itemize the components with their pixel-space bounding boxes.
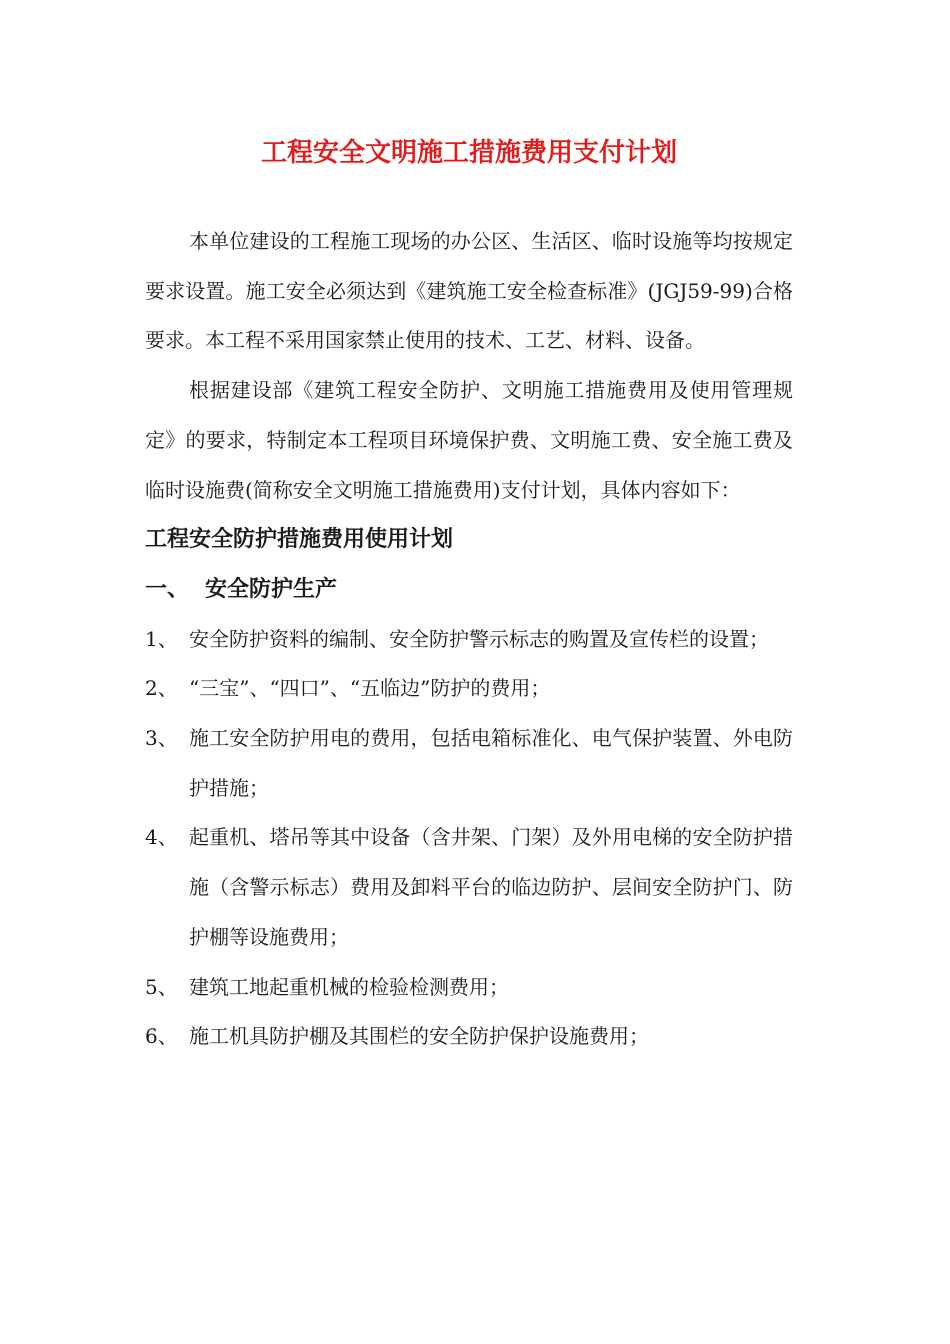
list-item-number: 6、	[145, 1024, 178, 1049]
list-item	[145, 963, 793, 1013]
list-item-number: 3、	[145, 726, 178, 751]
intro-paragraph-1: 本单位建设的工程施工现场的办公区、生活区、临时设施等均按规定要求设置。施工安全必须达到《建筑施工安全检查标准》(JGJ59-99)合格要求。本工程不采用国家禁止使用的技术、工艺、材料、设备。	[145, 229, 793, 353]
subsection-heading	[145, 565, 793, 615]
list-item-number: 5、	[145, 974, 178, 999]
list-item	[145, 1012, 793, 1062]
subsection-title: 安全防护生产	[205, 576, 338, 602]
list-item-number: 4、	[145, 825, 178, 850]
list-item-text: 安全防护资料的编制、安全防护警示标志的购置及宣传栏的设置；	[189, 626, 769, 651]
list-item-text: 起重机、塔吊等其中设备（含井架、门架）及外用电梯的安全防护措施（含警示标志）费用及卸料平台的临边防护、层间安全防护门、防护棚等设施费用；	[189, 825, 793, 949]
list-item-text: 施工机具防护棚及其围栏的安全防护保护设施费用；	[189, 1024, 649, 1049]
list-item	[145, 664, 793, 714]
subsection-number: 一、	[145, 576, 190, 602]
list-item	[145, 714, 793, 813]
list-item-text: 建筑工地起重机械的检验检测费用；	[189, 974, 509, 999]
list-item	[145, 615, 793, 665]
document-title: 工程安全文明施工措施费用支付计划	[260, 138, 677, 168]
document-body	[145, 130, 793, 1062]
list-item	[145, 813, 793, 962]
section-title: 工程安全防护措施费用使用计划	[145, 527, 454, 553]
list-item-number: 2、	[145, 676, 178, 701]
list-item-text: “三宝”、“四口”、“五临边”防护的费用；	[189, 676, 551, 701]
list-item-text: 施工安全防护用电的费用，包括电箱标准化、电气保护装置、外电防护措施；	[189, 726, 793, 800]
list-item-number: 1、	[145, 626, 178, 651]
intro-paragraph-2: 根据建设部《建筑工程安全防护、文明施工措施费用及使用管理规定》的要求，特制定本工程项目环境保护费、文明施工费、安全施工费及临时设施费(简称安全文明施工措施费用)支付计划，具体内容如下：	[145, 378, 793, 502]
